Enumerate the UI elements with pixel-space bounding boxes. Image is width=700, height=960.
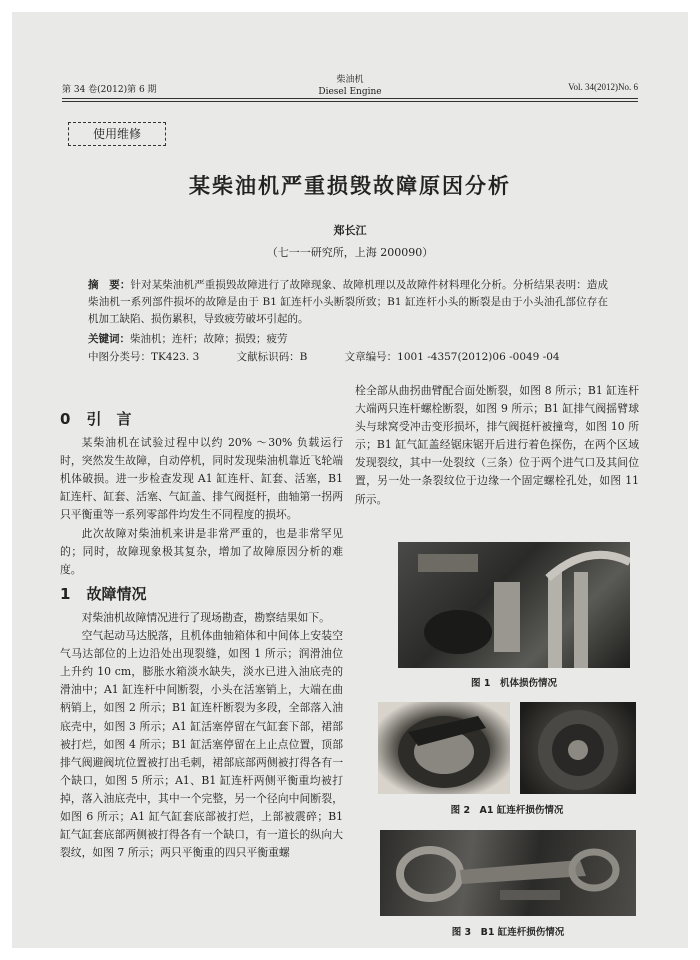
article-number: 文章编号：1001 -4357(2012)06 -0049 -04 (344, 351, 560, 363)
conrod-a1-image-left (378, 702, 510, 794)
header-rule-thin (62, 101, 638, 102)
paragraph: 栓全部从曲拐曲臂配合面处断裂，如图 8 所示；B1 缸连杆大端两只连杆螺栓断裂，如图 9 所示；B1 缸排气阀摇臂球头与球窝受冲击变形损坏，排气阀挺杆被撞弯，如图 10 所示；B1 缸气缸盖经锯床锯开后进行着色探伤，在两个区域发现裂纹，其中一处裂纹（三条）位于两个进气口及其间位置，另一处一条裂纹位于边缘一个固定螺栓孔处，如图 11 所示。 (355, 384, 639, 506)
header-volume: 第 34 卷(2012)第 6 期 (62, 85, 157, 95)
keywords-label: 关键词： (88, 333, 130, 345)
figure-3-photo (380, 830, 636, 916)
abstract-label: 摘 要： (88, 279, 131, 291)
paragraph: 某柴油机在试验过程中以约 20% ～30% 负载运行时，突然发生故障，自动停机，同时发现柴油机靠近飞轮端机体破损。进一步检查发现 A1 缸连杆、缸套、活塞，B1 缸连杆、缸套、活塞、气缸盖、排气阀挺杆，曲轴第一拐两只平衡重等一系列零部件均发生不同程度的损坏。 (60, 436, 343, 522)
paragraph: 空气起动马达脱落，且机体曲轴箱体和中间体上安装空气马达部位的上边沿处出现裂缝，如图 1 所示；润滑油位上升约 10 cm，膨胀水箱淡水缺失，淡水已进入油底壳的滑油中；A1 缸连杆中间断裂，小头在活塞销上，大端在曲柄销上，如图 2 所示；B1 缸连杆断裂为多段，全部落入油底壳中，如图 3 所示；A1 缸活塞停留在气缸套下部，裙部被打烂，如图 4 所示；B1 缸活塞停留在上止点位置，顶部排气阀避阀坑位置被打出毛刺，裙部底部两侧被打得各有一个缺口，如图 5 所示；A1、B1 缸连杆两侧平衡重均被打掉，落入油底壳中，其中一个完整，另一个径向中间断裂，如图 6 所示；A1 缸气缸套底部被打烂，上部被震碎；B1 缸气缸套底部两侧被打得各有一个缺口，有一道长的纵向大裂纹，如图 7 所示；两只平衡重的四只平衡重螺 (60, 629, 343, 860)
header-rule-thick (62, 98, 638, 99)
keywords (88, 331, 608, 348)
section-heading-0 (60, 410, 343, 428)
engine-damage-image (398, 542, 630, 668)
conrod-b1-image (380, 830, 636, 916)
right-column (355, 382, 639, 509)
article-affiliation: （七一一研究所，上海 200090） (266, 246, 434, 259)
conrod-a1-image-right (520, 702, 636, 794)
keywords-text: 柴油机；连杆；故障；损毁；疲劳 (130, 333, 288, 345)
section-title-1: 故障情况 (86, 584, 147, 603)
section-label: 使用维修 (68, 122, 166, 146)
left-column (60, 404, 343, 862)
abstract-text: 针对某柴油机严重损毁故障进行了故障现象、故障机理以及故障件材料理化分析。分析结果表明：造成柴油机一系列部件损坏的故障是由于 B1 缸连杆小头断裂所致；B1 缸连杆小头的断裂是由于小头油孔部位存在机加工缺陷、损伤累积，导致疲劳破坏引起的。 (88, 279, 609, 325)
paragraph: 此次故障对柴油机来讲是非常严重的，也是非常罕见的；同时，故障现象极其复杂，增加了故障原因分析的难度。 (60, 526, 343, 576)
section-number-1: 1 (60, 584, 71, 603)
figure-2-caption: 图 2 A1 缸连杆损伤情况 (450, 805, 564, 816)
doc-code: 文献标识码：B (236, 351, 308, 363)
figure-3-caption: 图 3 B1 缸连杆损伤情况 (451, 927, 565, 938)
article-meta (88, 349, 618, 366)
figure-1-caption: 图 1 机体损伤情况 (471, 678, 557, 689)
journal-page (12, 12, 688, 948)
abstract (88, 277, 608, 328)
section-heading-1 (60, 585, 343, 603)
section-title-0: 引 言 (86, 410, 132, 428)
paragraph: 对柴油机故障情况进行了现场勘查，勘察结果如下。 (81, 610, 330, 624)
section-number-0: 0 (60, 410, 71, 428)
figure-2-photo-right (520, 702, 636, 794)
header-journal-cn: 柴油机 (336, 75, 364, 85)
header-volume-en: Vol. 34(2012)No. 6 (568, 82, 638, 92)
article-author: 郑长江 (333, 224, 367, 237)
header-journal-en: Diesel Engine (318, 87, 382, 97)
figure-2-photo-left (378, 702, 510, 794)
clc-number: 中图分类号：TK423. 3 (88, 351, 200, 363)
figure-1-photo (398, 542, 630, 668)
article-title: 某柴油机严重损毁故障原因分析 (189, 174, 511, 198)
